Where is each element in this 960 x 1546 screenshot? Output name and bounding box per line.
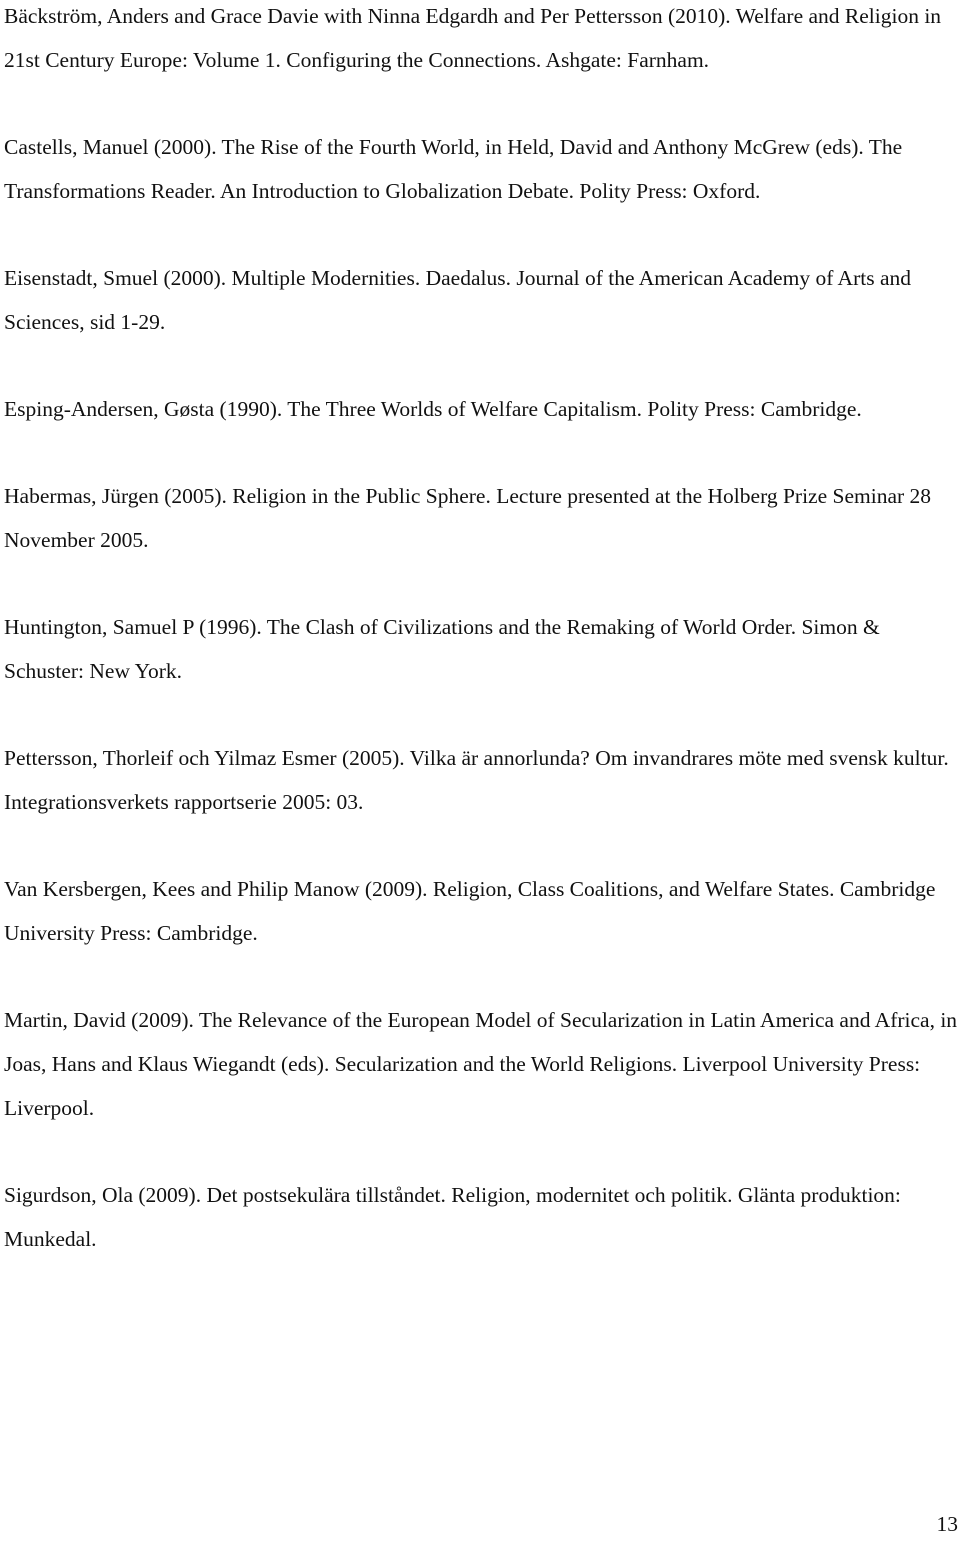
- reference-entry: Castells, Manuel (2000). The Rise of the Fourth World, in Held, David and Anthony McGrew (eds). The Transformations Reader. An Introduction to Globalization Debate. Polity Press: Oxford.: [4, 135, 903, 203]
- reference-entry: Sigurdson, Ola (2009). Det postsekulära tillståndet. Religion, modernitet och politik. Glänta produktion: Munkedal.: [4, 1183, 901, 1251]
- reference-entry: Habermas, Jürgen (2005). Religion in the Public Sphere. Lecture presented at the Holberg Prize Seminar 28 November 2005.: [4, 484, 932, 552]
- reference-entry: Van Kersbergen, Kees and Philip Manow (2009). Religion, Class Coalitions, and Welfare States. Cambridge University Press: Cambridge.: [4, 877, 936, 945]
- reference-entry: Martin, David (2009). The Relevance of the European Model of Secularization in Latin America and Africa, in Joas, Hans and Klaus Wiegandt (eds). Secularization and the World Religions. Liverpool University Press: Liverpool.: [4, 1008, 958, 1120]
- reference-entry: Huntington, Samuel P (1996). The Clash of Civilizations and the Remaking of World Order. Simon & Schuster: New York.: [4, 615, 880, 683]
- reference-list: [4, 0, 958, 1304]
- reference-entry: Pettersson, Thorleif och Yilmaz Esmer (2005). Vilka är annorlunda? Om invandrares möte med svensk kultur. Integrationsverkets rapportserie 2005: 03.: [4, 746, 949, 814]
- reference-entry: Bäckström, Anders and Grace Davie with Ninna Edgardh and Per Pettersson (2010). Welfare and Religion in 21st Century Europe: Volume 1. Configuring the Connections. Ashgate: Farnham.: [4, 4, 942, 72]
- page-number: 13: [936, 1512, 958, 1536]
- reference-entry: Eisenstadt, Smuel (2000). Multiple Modernities. Daedalus. Journal of the American Academy of Arts and Sciences, sid 1-29.: [4, 266, 911, 334]
- reference-entry: Esping-Andersen, Gøsta (1990). The Three Worlds of Welfare Capitalism. Polity Press: Cambridge.: [4, 397, 862, 421]
